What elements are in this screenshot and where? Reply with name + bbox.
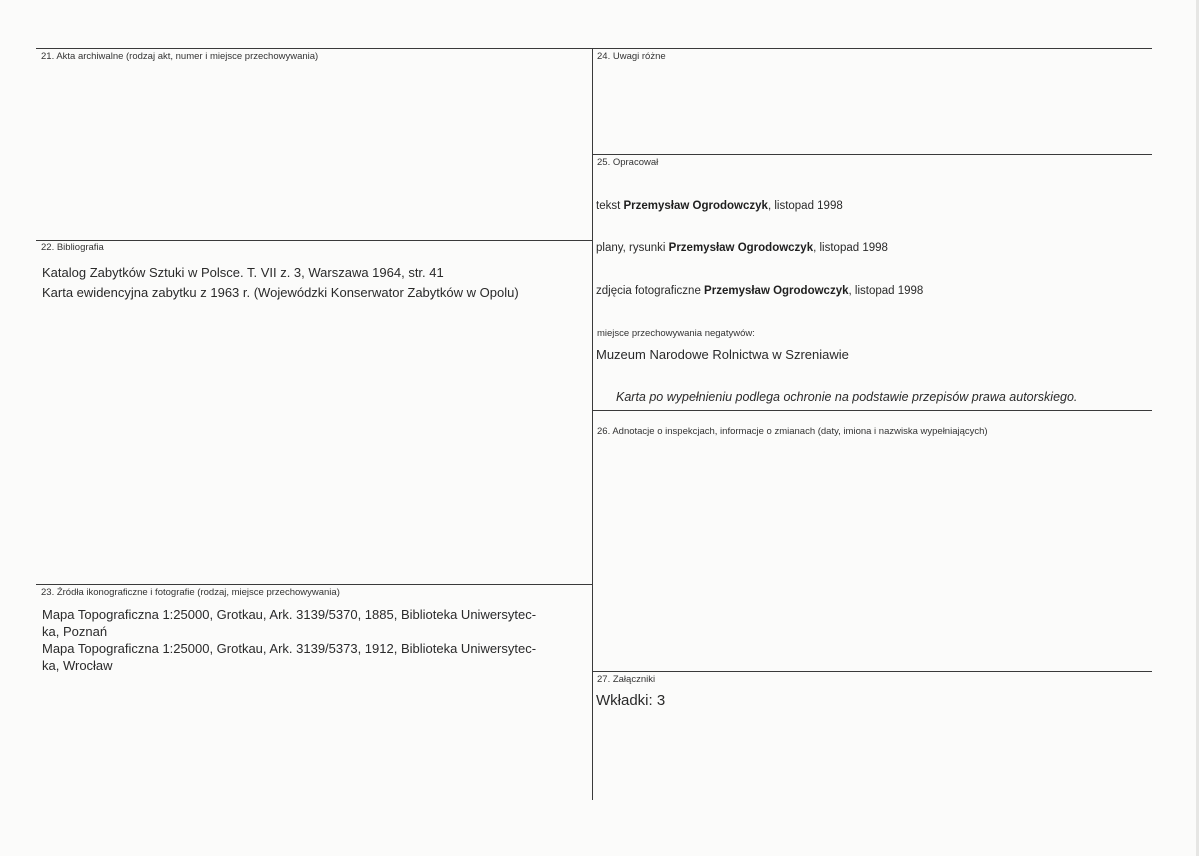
iconography-line-2: ka, Poznań bbox=[42, 624, 108, 639]
iconography-line-1: Mapa Topograficzna 1:25000, Grotkau, Ark. 3139/5370, 1885, Biblioteka Uniwersytec- bbox=[42, 607, 537, 622]
section-27-label: 27. Załączniki bbox=[597, 674, 656, 685]
bibliography-entry-2: Karta ewidencyjna zabytku z 1963 r. (Wojewódzki Konserwator Zabytków w Opolu) bbox=[42, 285, 519, 300]
author-photos-prefix: zdjęcia fotograficzne bbox=[596, 285, 705, 297]
author-photos-name: Przemysław Ogrodowczyk bbox=[704, 285, 849, 297]
section-25-rule bbox=[592, 154, 1152, 155]
author-photos-line bbox=[596, 285, 923, 297]
section-27-rule bbox=[592, 671, 1152, 672]
author-photos-date: , listopad 1998 bbox=[848, 285, 924, 297]
section-26-label: 26. Adnotacje o inspekcjach, informacje o zmianach (daty, imiona i nazwiska wypełniających) bbox=[597, 426, 988, 437]
negatives-location: Muzeum Narodowe Rolnictwa w Szreniawie bbox=[596, 347, 849, 362]
section-23-label: 23. Źródła ikonograficzne i fotografie (rodzaj, miejsce przechowywania) bbox=[41, 587, 340, 598]
attachments-value: Wkładki: 3 bbox=[596, 692, 666, 709]
section-22-label: 22. Bibliografia bbox=[41, 242, 104, 253]
section-26-rule bbox=[592, 410, 1152, 411]
author-text-prefix: tekst bbox=[596, 200, 624, 212]
column-divider bbox=[592, 48, 593, 800]
author-plans-line bbox=[596, 242, 888, 254]
author-plans-name: Przemysław Ogrodowczyk bbox=[668, 242, 814, 254]
copyright-note: Karta po wypełnieniu podlega ochronie na podstawie przepisów prawa autorskiego. bbox=[616, 390, 1078, 404]
author-plans-prefix: plany, rysunki bbox=[596, 242, 669, 254]
negatives-label: miejsce przechowywania negatywów: bbox=[597, 328, 755, 339]
author-text-date: , listopad 1998 bbox=[767, 200, 843, 212]
section-24-label: 24. Uwagi różne bbox=[597, 51, 666, 62]
section-25-label: 25. Opracował bbox=[597, 157, 659, 168]
section-22-rule bbox=[36, 240, 592, 241]
bibliography-entry-1: Katalog Zabytków Sztuki w Polsce. T. VII z. 3, Warszawa 1964, str. 41 bbox=[42, 265, 444, 280]
section-23-rule bbox=[36, 584, 592, 585]
author-text-name: Przemysław Ogrodowczyk bbox=[623, 200, 768, 212]
author-plans-date: , listopad 1998 bbox=[813, 242, 888, 254]
section-21-rule bbox=[36, 48, 592, 49]
section-24-rule bbox=[592, 48, 1152, 49]
section-21-label: 21. Akta archiwalne (rodzaj akt, numer i miejsce przechowywania) bbox=[41, 51, 319, 62]
author-text-line bbox=[596, 200, 843, 212]
iconography-line-3: Mapa Topograficzna 1:25000, Grotkau, Ark. 3139/5373, 1912, Biblioteka Uniwersytec- bbox=[42, 641, 537, 656]
iconography-line-4: ka, Wrocław bbox=[42, 658, 113, 673]
